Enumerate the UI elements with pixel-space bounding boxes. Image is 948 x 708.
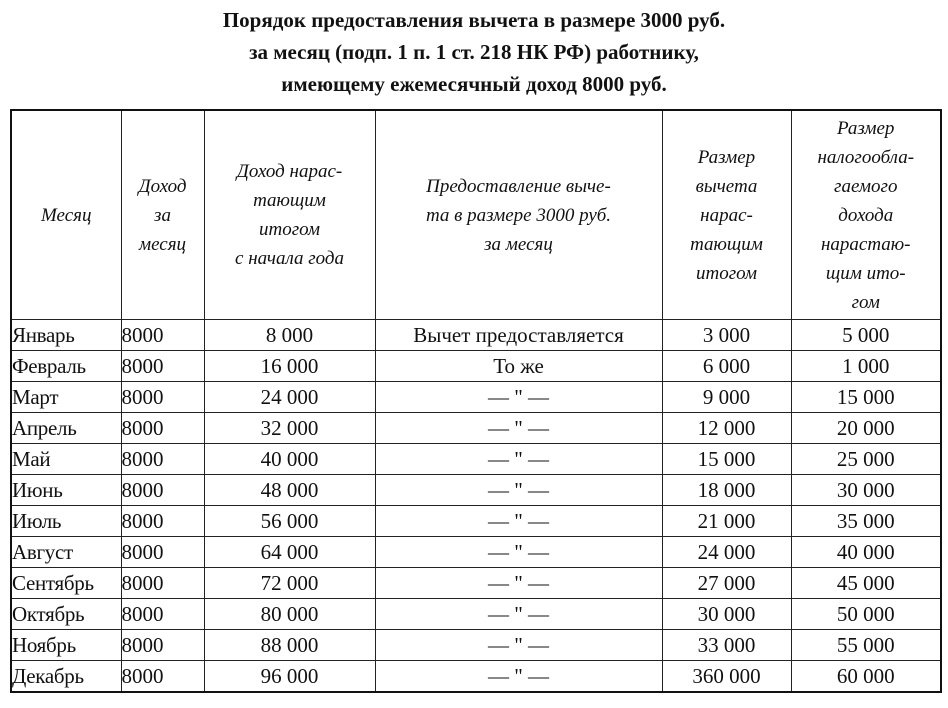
income-cell: 8000: [121, 630, 204, 661]
header-label-line: тающим: [253, 190, 326, 211]
deduction-cumulative-cell: 27 000: [662, 568, 791, 599]
header-label-line: Предоставление выче-: [426, 175, 611, 197]
cumulative-income-cell: 32 000: [204, 413, 375, 444]
income-cell: 8000: [121, 475, 204, 506]
month-cell: Апрель: [11, 413, 121, 444]
cumulative-income-cell: 8 000: [204, 320, 375, 351]
header-label-line: с начала года: [235, 248, 344, 269]
deduction-note-cell: — " —: [375, 382, 662, 413]
taxable-cumulative-cell: 40 000: [791, 537, 941, 568]
month-cell: Август: [11, 537, 121, 568]
table-row: [11, 351, 941, 382]
table-row: [11, 506, 941, 537]
month-cell: Май: [11, 444, 121, 475]
income-cell: 8000: [121, 444, 204, 475]
header-row: [11, 110, 941, 320]
taxable-cumulative-cell: 50 000: [791, 599, 941, 630]
cumulative-income-cell: 88 000: [204, 630, 375, 661]
header-label-line: итогом: [258, 219, 321, 240]
title-line-1: Порядок предоставления вычета в размере 3000 руб.: [222, 8, 726, 32]
header-deduction-cumulative: [662, 110, 791, 320]
deduction-table: [10, 109, 942, 693]
document-title: [0, 4, 948, 100]
income-cell: 8000: [121, 568, 204, 599]
income-cell: 8000: [121, 382, 204, 413]
deduction-note-cell: — " —: [375, 444, 662, 475]
deduction-cumulative-cell: 3 000: [662, 320, 791, 351]
table-header: [11, 110, 941, 320]
month-cell: Октябрь: [11, 599, 121, 630]
header-label-line: нарастаю-: [820, 233, 911, 255]
deduction-note-cell: — " —: [375, 537, 662, 568]
header-label-line: дохода: [838, 204, 894, 226]
taxable-cumulative-cell: 5 000: [791, 320, 941, 351]
deduction-note-cell: — " —: [375, 630, 662, 661]
deduction-cumulative-cell: 33 000: [662, 630, 791, 661]
header-label-line: Размер: [697, 146, 756, 168]
deduction-cumulative-cell: 30 000: [662, 599, 791, 630]
month-cell: Июль: [11, 506, 121, 537]
table-row: [11, 320, 941, 351]
deduction-cumulative-cell: 18 000: [662, 475, 791, 506]
income-cell: 8000: [121, 599, 204, 630]
header-income: [121, 110, 204, 320]
taxable-cumulative-cell: 20 000: [791, 413, 941, 444]
month-cell: Февраль: [11, 351, 121, 382]
table-body: [11, 320, 941, 693]
header-deduction: [375, 110, 662, 320]
income-cell: 8000: [121, 351, 204, 382]
month-cell: Ноябрь: [11, 630, 121, 661]
deduction-note-cell: — " —: [375, 413, 662, 444]
taxable-cumulative-cell: 60 000: [791, 661, 941, 693]
table-row: [11, 630, 941, 661]
table-row: [11, 537, 941, 568]
header-label-line: тающим: [690, 233, 763, 255]
cumulative-income-cell: 16 000: [204, 351, 375, 382]
header-label-line: итогом: [695, 262, 758, 284]
deduction-cumulative-cell: 12 000: [662, 413, 791, 444]
title-line-2: за месяц (подп. 1 п. 1 ст. 218 НК РФ) работнику,: [249, 40, 699, 64]
income-cell: 8000: [121, 506, 204, 537]
deduction-cumulative-cell: 6 000: [662, 351, 791, 382]
deduction-note-cell: — " —: [375, 599, 662, 630]
income-cell: 8000: [121, 537, 204, 568]
deduction-cumulative-cell: 21 000: [662, 506, 791, 537]
header-label-line: Размер: [837, 117, 895, 139]
header-label-line: за месяц: [484, 233, 553, 255]
header-label-line: гаемого: [834, 175, 898, 197]
taxable-cumulative-cell: 1 000: [791, 351, 941, 382]
header-label-line: щим ито-: [825, 262, 906, 284]
header-cumulative: [204, 110, 375, 320]
taxable-cumulative-cell: 35 000: [791, 506, 941, 537]
table-row: [11, 568, 941, 599]
table-row: [11, 444, 941, 475]
deduction-note-cell: Вычет предоставляется: [375, 320, 662, 351]
cumulative-income-cell: 96 000: [204, 661, 375, 693]
month-cell: Декабрь: [11, 661, 121, 693]
table-row: [11, 661, 941, 693]
month-cell: Март: [11, 382, 121, 413]
header-taxable-cumulative: [791, 110, 941, 320]
header-label-line: месяц: [138, 233, 187, 255]
month-cell: Январь: [11, 320, 121, 351]
month-cell: Сентябрь: [11, 568, 121, 599]
table-row: [11, 382, 941, 413]
deduction-note-cell: — " —: [375, 475, 662, 506]
deduction-note-cell: То же: [375, 351, 662, 382]
income-cell: 8000: [121, 320, 204, 351]
deduction-cumulative-cell: 24 000: [662, 537, 791, 568]
cumulative-income-cell: 72 000: [204, 568, 375, 599]
taxable-cumulative-cell: 30 000: [791, 475, 941, 506]
header-label-line: нарас-: [700, 204, 753, 226]
header-label-line: Доход: [138, 175, 187, 197]
deduction-note-cell: — " —: [375, 568, 662, 599]
deduction-cumulative-cell: 9 000: [662, 382, 791, 413]
header-month: [11, 110, 121, 320]
header-label-line: налогообла-: [817, 146, 915, 168]
deduction-cumulative-cell: 15 000: [662, 444, 791, 475]
table-row: [11, 599, 941, 630]
deduction-note-cell: — " —: [375, 661, 662, 693]
header-label-line: гом: [851, 291, 880, 313]
cumulative-income-cell: 24 000: [204, 382, 375, 413]
title-line-3: имеющему ежемесячный доход 8000 руб.: [281, 72, 667, 96]
table-row: [11, 413, 941, 444]
header-label-line: Месяц: [40, 204, 92, 226]
header-label-line: Доход нарас-: [236, 161, 343, 182]
taxable-cumulative-cell: 45 000: [791, 568, 941, 599]
header-label-line: та в размере 3000 руб.: [425, 204, 612, 226]
deduction-cumulative-cell: 360 000: [662, 661, 791, 693]
header-label-line: вычета: [695, 175, 758, 197]
month-cell: Июнь: [11, 475, 121, 506]
header-label-line: за: [154, 204, 171, 226]
cumulative-income-cell: 64 000: [204, 537, 375, 568]
taxable-cumulative-cell: 15 000: [791, 382, 941, 413]
taxable-cumulative-cell: 55 000: [791, 630, 941, 661]
taxable-cumulative-cell: 25 000: [791, 444, 941, 475]
table-row: [11, 475, 941, 506]
cumulative-income-cell: 80 000: [204, 599, 375, 630]
cumulative-income-cell: 56 000: [204, 506, 375, 537]
deduction-note-cell: — " —: [375, 506, 662, 537]
income-cell: 8000: [121, 661, 204, 693]
cumulative-income-cell: 48 000: [204, 475, 375, 506]
cumulative-income-cell: 40 000: [204, 444, 375, 475]
income-cell: 8000: [121, 413, 204, 444]
